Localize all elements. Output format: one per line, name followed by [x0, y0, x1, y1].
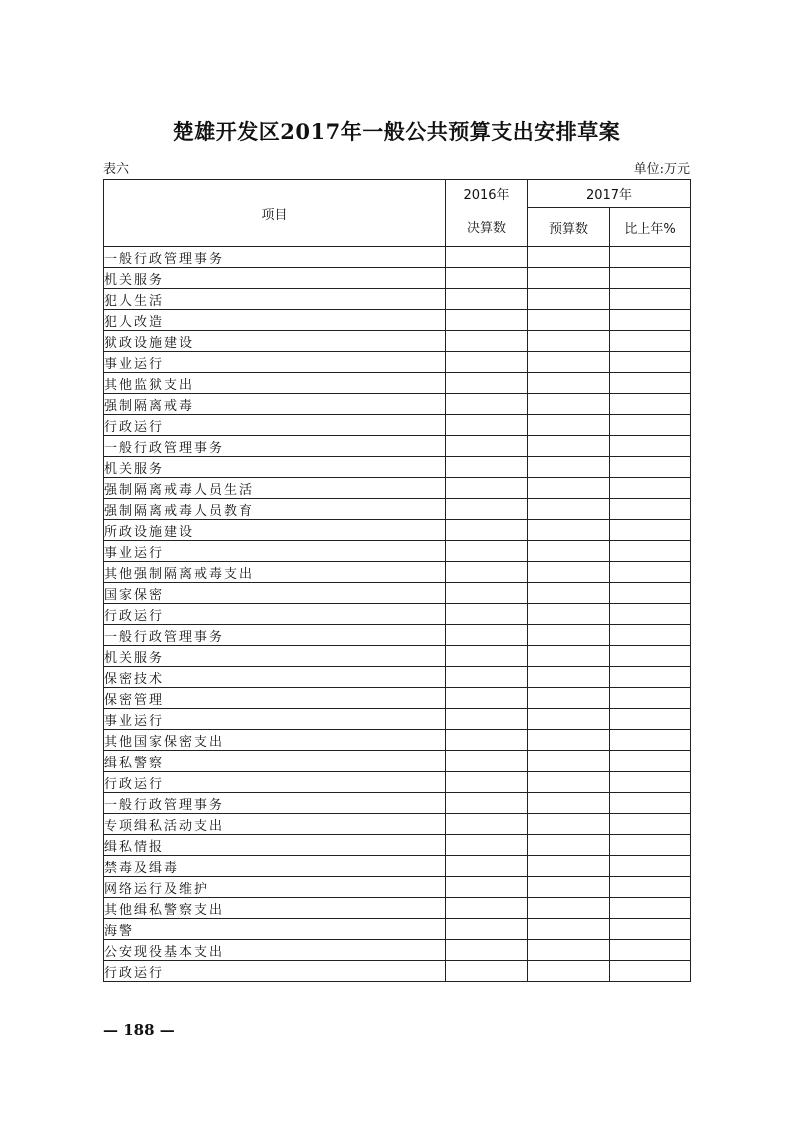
cell-pct — [610, 457, 691, 478]
cell-2016-final — [446, 856, 528, 877]
cell-budget — [528, 814, 610, 835]
cell-pct — [610, 541, 691, 562]
column-header-budget: 预算数 — [528, 208, 610, 247]
cell-budget — [528, 961, 610, 982]
row-item-label: 机关服务 — [104, 646, 446, 667]
cell-budget — [528, 352, 610, 373]
cell-budget — [528, 289, 610, 310]
cell-pct — [610, 646, 691, 667]
table-row — [104, 352, 691, 373]
page-title: 楚雄开发区2017年一般公共预算支出安排草案 — [172, 119, 621, 144]
row-item-label: 事业运行 — [104, 352, 446, 373]
cell-2016-final — [446, 310, 528, 331]
cell-2016-final — [446, 667, 528, 688]
row-item-label: 缉私警察 — [104, 751, 446, 772]
table-row — [104, 268, 691, 289]
table-row — [104, 814, 691, 835]
cell-budget — [528, 541, 610, 562]
row-item-label: 其他强制隔离戒毒支出 — [104, 562, 446, 583]
table-row — [104, 583, 691, 604]
cell-budget — [528, 625, 610, 646]
cell-budget — [528, 835, 610, 856]
cell-2016-final — [446, 499, 528, 520]
row-item-label: 行政运行 — [104, 961, 446, 982]
cell-pct — [610, 478, 691, 499]
table-row — [104, 877, 691, 898]
row-item-label: 机关服务 — [104, 268, 446, 289]
cell-budget — [528, 793, 610, 814]
cell-2016-final — [446, 436, 528, 457]
table-row — [104, 604, 691, 625]
cell-2016-final — [446, 961, 528, 982]
cell-budget — [528, 373, 610, 394]
cell-pct — [610, 331, 691, 352]
cell-budget — [528, 709, 610, 730]
table-row — [104, 961, 691, 982]
cell-2016-final — [446, 940, 528, 961]
cell-budget — [528, 898, 610, 919]
cell-2016-final — [446, 688, 528, 709]
cell-pct — [610, 499, 691, 520]
cell-2016-final — [446, 562, 528, 583]
cell-budget — [528, 247, 610, 268]
cell-2016-final — [446, 247, 528, 268]
row-item-label: 犯人改造 — [104, 310, 446, 331]
cell-pct — [610, 856, 691, 877]
table-row — [104, 625, 691, 646]
row-item-label: 所政设施建设 — [104, 520, 446, 541]
cell-pct — [610, 268, 691, 289]
column-header-pct: 比上年% — [610, 208, 691, 247]
row-item-label: 强制隔离戒毒 — [104, 394, 446, 415]
cell-pct — [610, 604, 691, 625]
cell-budget — [528, 478, 610, 499]
cell-pct — [610, 751, 691, 772]
table-row — [104, 688, 691, 709]
cell-2016-final — [446, 541, 528, 562]
column-header-2017: 2017年 — [528, 180, 691, 208]
cell-pct — [610, 835, 691, 856]
cell-2016-final — [446, 457, 528, 478]
cell-2016-final — [446, 625, 528, 646]
cell-2016-final — [446, 835, 528, 856]
table-row — [104, 730, 691, 751]
cell-budget — [528, 604, 610, 625]
cell-2016-final — [446, 898, 528, 919]
cell-pct — [610, 394, 691, 415]
cell-budget — [528, 583, 610, 604]
table-row — [104, 499, 691, 520]
cell-pct — [610, 373, 691, 394]
table-row — [104, 457, 691, 478]
cell-budget — [528, 919, 610, 940]
cell-pct — [610, 583, 691, 604]
cell-2016-final — [446, 415, 528, 436]
cell-pct — [610, 730, 691, 751]
cell-pct — [610, 310, 691, 331]
table-row — [104, 310, 691, 331]
cell-budget — [528, 268, 610, 289]
cell-pct — [610, 289, 691, 310]
table-row — [104, 898, 691, 919]
table-row — [104, 940, 691, 961]
cell-budget — [528, 940, 610, 961]
cell-2016-final — [446, 730, 528, 751]
table-row — [104, 247, 691, 268]
cell-pct — [610, 961, 691, 982]
cell-budget — [528, 520, 610, 541]
table-row — [104, 793, 691, 814]
budget-table — [103, 179, 691, 982]
row-item-label: 强制隔离戒毒人员生活 — [104, 478, 446, 499]
row-item-label: 网络运行及维护 — [104, 877, 446, 898]
cell-2016-final — [446, 919, 528, 940]
column-header-item: 项目 — [104, 180, 446, 247]
cell-pct — [610, 562, 691, 583]
row-item-label: 事业运行 — [104, 709, 446, 730]
cell-pct — [610, 688, 691, 709]
table-row — [104, 436, 691, 457]
row-item-label: 一般行政管理事务 — [104, 625, 446, 646]
table-row — [104, 835, 691, 856]
table-number-label: 表六 — [103, 162, 130, 177]
cell-budget — [528, 730, 610, 751]
cell-pct — [610, 415, 691, 436]
cell-2016-final — [446, 478, 528, 499]
row-item-label: 狱政设施建设 — [104, 331, 446, 352]
cell-2016-final — [446, 583, 528, 604]
table-row — [104, 856, 691, 877]
row-item-label: 其他缉私警察支出 — [104, 898, 446, 919]
row-item-label: 一般行政管理事务 — [104, 793, 446, 814]
cell-budget — [528, 772, 610, 793]
table-row — [104, 919, 691, 940]
cell-2016-final — [446, 520, 528, 541]
row-item-label: 强制隔离戒毒人员教育 — [104, 499, 446, 520]
table-body — [104, 247, 691, 982]
table-row — [104, 646, 691, 667]
table-row — [104, 415, 691, 436]
table-row — [104, 478, 691, 499]
row-item-label: 国家保密 — [104, 583, 446, 604]
row-item-label: 犯人生活 — [104, 289, 446, 310]
row-item-label: 一般行政管理事务 — [104, 436, 446, 457]
row-item-label: 其他国家保密支出 — [104, 730, 446, 751]
cell-2016-final — [446, 751, 528, 772]
cell-budget — [528, 877, 610, 898]
cell-budget — [528, 856, 610, 877]
cell-budget — [528, 436, 610, 457]
cell-pct — [610, 919, 691, 940]
table-row — [104, 667, 691, 688]
table-row — [104, 772, 691, 793]
cell-pct — [610, 793, 691, 814]
row-item-label: 一般行政管理事务 — [104, 247, 446, 268]
row-item-label: 禁毒及缉毒 — [104, 856, 446, 877]
table-row — [104, 541, 691, 562]
cell-budget — [528, 751, 610, 772]
row-item-label: 其他监狱支出 — [104, 373, 446, 394]
cell-2016-final — [446, 646, 528, 667]
cell-budget — [528, 667, 610, 688]
cell-pct — [610, 709, 691, 730]
row-item-label: 缉私情报 — [104, 835, 446, 856]
cell-pct — [610, 436, 691, 457]
cell-budget — [528, 562, 610, 583]
page-number: — 188 — — [103, 1021, 175, 1039]
cell-2016-final — [446, 268, 528, 289]
cell-2016-final — [446, 877, 528, 898]
row-item-label: 行政运行 — [104, 604, 446, 625]
table-row — [104, 331, 691, 352]
cell-pct — [610, 625, 691, 646]
cell-pct — [610, 940, 691, 961]
cell-budget — [528, 499, 610, 520]
cell-budget — [528, 310, 610, 331]
cell-budget — [528, 688, 610, 709]
cell-2016-final — [446, 793, 528, 814]
cell-budget — [528, 415, 610, 436]
cell-budget — [528, 646, 610, 667]
table-row — [104, 289, 691, 310]
table-row — [104, 373, 691, 394]
row-item-label: 机关服务 — [104, 457, 446, 478]
cell-budget — [528, 394, 610, 415]
cell-2016-final — [446, 772, 528, 793]
row-item-label: 保密技术 — [104, 667, 446, 688]
cell-2016-final — [446, 814, 528, 835]
table-row — [104, 751, 691, 772]
cell-budget — [528, 331, 610, 352]
cell-pct — [610, 814, 691, 835]
row-item-label: 事业运行 — [104, 541, 446, 562]
cell-2016-final — [446, 289, 528, 310]
table-row — [104, 709, 691, 730]
cell-budget — [528, 457, 610, 478]
row-item-label: 行政运行 — [104, 415, 446, 436]
cell-2016-final — [446, 331, 528, 352]
row-item-label: 公安现役基本支出 — [104, 940, 446, 961]
row-item-label: 行政运行 — [104, 772, 446, 793]
table-row — [104, 562, 691, 583]
cell-pct — [610, 898, 691, 919]
row-item-label: 专项缉私活动支出 — [104, 814, 446, 835]
cell-pct — [610, 772, 691, 793]
cell-2016-final — [446, 352, 528, 373]
cell-pct — [610, 352, 691, 373]
row-item-label: 海警 — [104, 919, 446, 940]
cell-2016-final — [446, 373, 528, 394]
table-row — [104, 520, 691, 541]
column-header-2016-final: 决算数 — [446, 208, 528, 247]
cell-2016-final — [446, 394, 528, 415]
cell-2016-final — [446, 709, 528, 730]
table-header — [104, 180, 691, 247]
cell-pct — [610, 877, 691, 898]
unit-label: 单位:万元 — [633, 162, 690, 177]
table-row — [104, 394, 691, 415]
row-item-label: 保密管理 — [104, 688, 446, 709]
cell-pct — [610, 247, 691, 268]
cell-pct — [610, 520, 691, 541]
cell-pct — [610, 667, 691, 688]
column-header-2016: 2016年 — [446, 180, 528, 208]
cell-2016-final — [446, 604, 528, 625]
